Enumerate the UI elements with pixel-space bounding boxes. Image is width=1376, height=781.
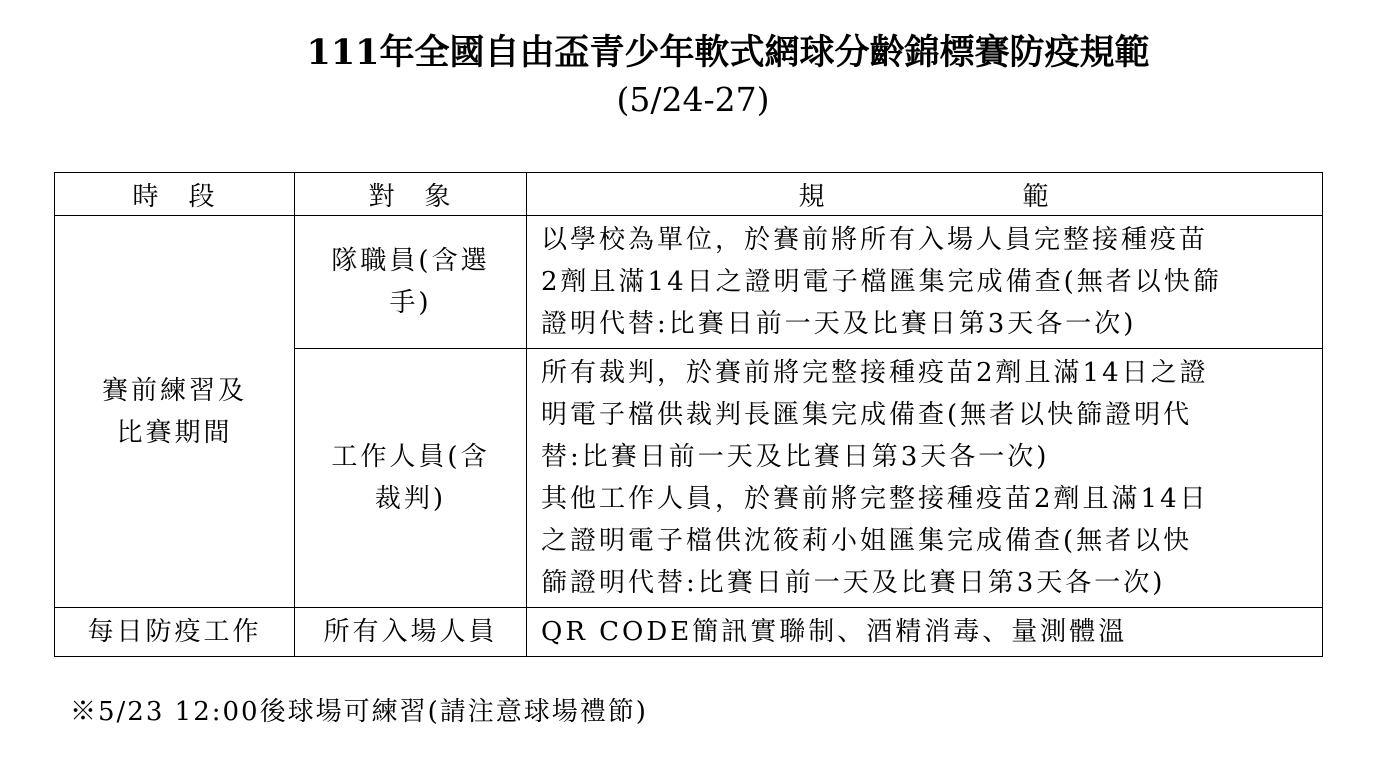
- table-row: [55, 608, 1323, 657]
- period-cell: [55, 216, 295, 608]
- rule-cell: [527, 349, 1323, 608]
- table-header-row: [55, 173, 1323, 216]
- rule-line: 其他工作人員，於賽前將完整接種疫苗2劑且滿14日: [541, 484, 1209, 514]
- target-label: 工作人員(含 裁判): [331, 442, 490, 514]
- footnote: ※5/23 12:00後球場可練習(請注意球場禮節): [70, 697, 648, 727]
- rule-line: 替:比賽日前一天及比賽日第3天各一次): [541, 442, 1050, 472]
- rule-line: 篩證明代替:比賽日前一天及比賽日第3天各一次): [541, 568, 1166, 598]
- rule-line: 以學校為單位，於賽前將所有入場人員完整接種疫苗: [541, 225, 1209, 255]
- rule-line: 所有裁判，於賽前將完整接種疫苗2劑且滿14日之證: [541, 358, 1209, 388]
- target-cell: [295, 349, 527, 608]
- target-cell: 所有入場人員: [295, 608, 527, 657]
- target-cell: [295, 216, 527, 349]
- period-cell: 每日防疫工作: [55, 608, 295, 657]
- period-label: 賽前練習及 比賽期間: [101, 375, 247, 448]
- rule-cell: [527, 216, 1323, 349]
- header-rule: 規 範: [527, 173, 1323, 216]
- rule-cell: [527, 608, 1323, 657]
- rule-line: QR CODE簡訊實聯制、酒精消毒、量測體溫: [541, 617, 1128, 647]
- document-title: 111年全國自由盃青少年軟式網球分齡錦標賽防疫規範: [306, 32, 1150, 73]
- document-date-range: (5/24-27): [616, 80, 770, 119]
- table-row: [55, 216, 1323, 349]
- regulation-table: [54, 172, 1323, 657]
- rule-line: 之證明電子檔供沈筱莉小姐匯集完成備查(無者以快: [541, 526, 1193, 556]
- rule-line: 證明代替:比賽日前一天及比賽日第3天各一次): [541, 309, 1137, 339]
- target-label: 隊職員(含選 手): [331, 246, 490, 318]
- header-period: 時 段: [55, 173, 295, 216]
- header-target: 對 象: [295, 173, 527, 216]
- title-block: [0, 28, 1376, 122]
- rule-line: 明電子檔供裁判長匯集完成備查(無者以快篩證明代: [541, 400, 1193, 430]
- rule-line: 2劑且滿14日之證明電子檔匯集完成備查(無者以快篩: [541, 267, 1222, 297]
